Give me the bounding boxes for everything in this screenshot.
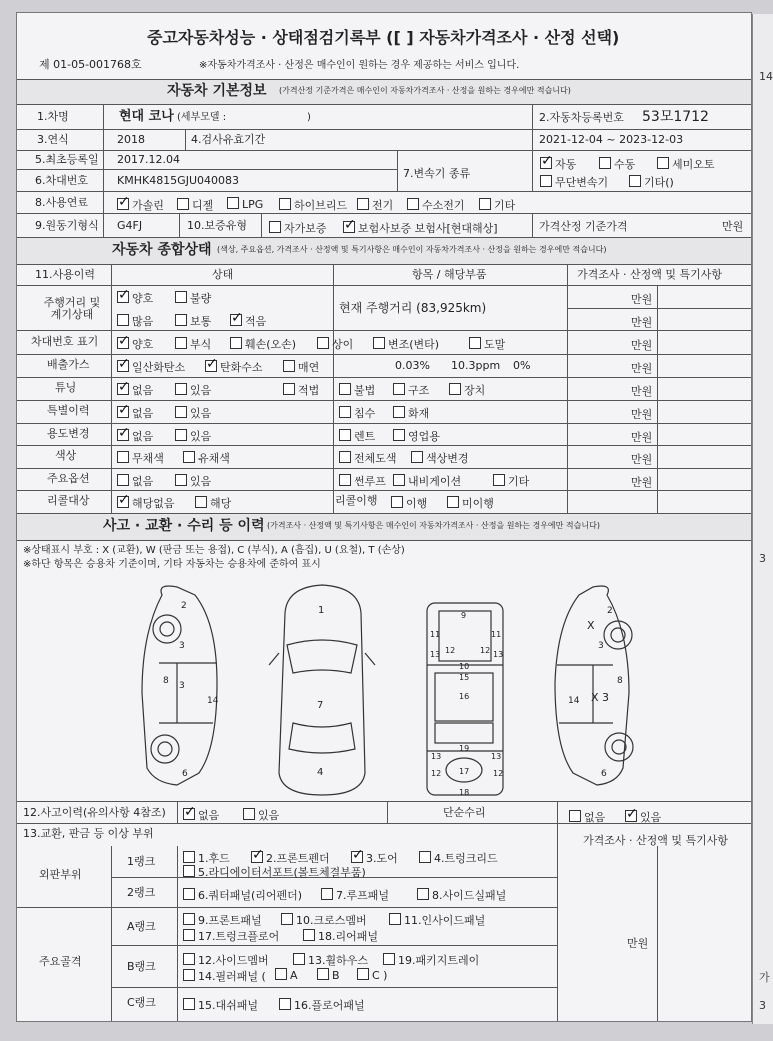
svg-text:11: 11 xyxy=(430,630,441,639)
checkbox[interactable] xyxy=(175,406,187,418)
mileage-normal-option[interactable]: 보통 xyxy=(175,313,211,329)
accident-none-option[interactable]: ✓ 없음 xyxy=(183,807,219,823)
checkbox[interactable] xyxy=(449,383,461,395)
checkbox[interactable] xyxy=(393,429,405,441)
mileage-low-option[interactable]: ✓ 적음 xyxy=(230,313,266,329)
price-unit: 만원 xyxy=(631,431,653,444)
price-unit: 만원 xyxy=(631,408,653,421)
checkbox[interactable] xyxy=(599,157,611,169)
special-yes-option[interactable]: 있음 xyxy=(175,405,211,421)
checkbox-checked[interactable] xyxy=(117,429,129,441)
checkbox[interactable] xyxy=(230,337,242,349)
checkbox-checked[interactable] xyxy=(183,808,195,820)
price-col-header: 가격조사 · 산정액 및 특기사항 xyxy=(577,268,722,281)
usage-change-rent-option[interactable]: 렌트 xyxy=(339,428,375,444)
svg-text:7: 7 xyxy=(317,700,324,711)
checkbox[interactable] xyxy=(183,888,195,900)
checkbox-checked[interactable] xyxy=(117,291,129,303)
trans-cvt-option[interactable]: 무단변속기 xyxy=(540,174,608,190)
tuning-none-option[interactable]: ✓ 없음 xyxy=(117,382,153,398)
price-unit: 만원 xyxy=(631,385,653,398)
svg-text:12: 12 xyxy=(431,769,442,778)
svg-text:11: 11 xyxy=(491,630,502,639)
checkbox[interactable] xyxy=(227,197,239,209)
options-navigation-option[interactable]: 내비게이션 xyxy=(393,473,461,489)
part-side-sill-option[interactable]: 8.사이드실패널 xyxy=(417,887,506,903)
vin-mark-altered-option[interactable]: 변조(변타) xyxy=(373,336,439,352)
price-base-unit: 만원 xyxy=(722,220,744,233)
color-full-paint-option[interactable]: 전체도색 xyxy=(339,450,397,466)
vin-mark-corrosion-option[interactable]: 부식 xyxy=(175,336,211,352)
overall-state-title: 자동차 종합상태 xyxy=(112,242,212,258)
checkbox[interactable] xyxy=(393,474,405,486)
trans-etc-option[interactable]: 기타() xyxy=(629,174,674,190)
part-radiator-support-option[interactable]: 5.라디에이터서포트(볼트체결부품) xyxy=(183,864,366,880)
car-right-view xyxy=(555,586,633,785)
fuel-electric-option[interactable]: 전기 xyxy=(357,197,393,213)
rankB-label: B랭크 xyxy=(127,960,156,973)
checkbox[interactable] xyxy=(175,314,187,326)
svg-text:6: 6 xyxy=(601,769,607,779)
color-change-option[interactable]: 색상변경 xyxy=(411,450,469,466)
accident-history-label: 12.사고이력(유의사항 4참조) xyxy=(23,806,166,819)
checkbox[interactable] xyxy=(183,913,195,925)
main-frame-label: 주요골격 xyxy=(39,955,82,968)
side-number: 3 xyxy=(759,999,766,1012)
recall-done-option[interactable]: 이행 xyxy=(391,495,427,511)
reg-no-label: 2.자동차등록번호 xyxy=(539,111,624,124)
mileage-bad-option[interactable]: 불량 xyxy=(175,290,211,306)
checkbox[interactable] xyxy=(177,198,189,210)
service-note: ※자동차가격조사 · 산정은 매수인이 원하는 경우 제공하는 서비스 입니다. xyxy=(199,60,520,71)
checkbox[interactable] xyxy=(117,474,129,486)
recall-not-done-option[interactable]: 미이행 xyxy=(447,495,494,511)
checkbox[interactable] xyxy=(373,337,385,349)
checkbox[interactable] xyxy=(117,314,129,326)
checkbox-checked[interactable] xyxy=(540,157,552,169)
vin-mark-mismatch-option[interactable]: 상이 xyxy=(317,336,353,352)
checkbox[interactable] xyxy=(569,810,581,822)
mileage-good-option[interactable]: ✓양호 xyxy=(117,290,153,306)
emission-smoke-value: 0% xyxy=(513,359,531,372)
svg-text:3: 3 xyxy=(179,641,185,651)
checkbox[interactable] xyxy=(279,998,291,1010)
checkbox[interactable] xyxy=(447,496,459,508)
part-pillar-a-option[interactable]: A xyxy=(275,968,298,982)
svg-text:2: 2 xyxy=(607,606,613,616)
price-unit: 만원 xyxy=(631,293,653,306)
fuel-hydrogen-option[interactable]: 수소전기 xyxy=(407,197,465,213)
vin-mark-smeared-option[interactable]: 도말 xyxy=(469,336,505,352)
part-door-option[interactable]: ✓ 3.도어 xyxy=(351,850,398,866)
checkbox[interactable] xyxy=(175,383,187,395)
chart-basis-note: ※하단 항목은 승용차 기준이며, 기타 자동차는 승용차에 준하여 표시 xyxy=(23,559,321,570)
checkbox-checked[interactable] xyxy=(117,496,129,508)
checkbox[interactable] xyxy=(389,913,401,925)
checkbox[interactable] xyxy=(183,998,195,1010)
vin-label: 6.차대번호 xyxy=(35,174,88,187)
checkbox[interactable] xyxy=(540,175,552,187)
checkbox[interactable] xyxy=(117,451,129,463)
trans-semi-option[interactable]: 세미오토 xyxy=(657,156,715,172)
checkbox[interactable] xyxy=(339,406,351,418)
inspect-label: 4.검사유효기간 xyxy=(191,133,266,146)
parts-price-col-header: 가격조사 · 산정액 및 특기사항 xyxy=(583,834,728,847)
checkbox[interactable] xyxy=(411,451,423,463)
special-none-option[interactable]: ✓ 없음 xyxy=(117,405,153,421)
inspection-record-sheet xyxy=(16,12,752,1022)
checkbox[interactable] xyxy=(339,383,351,395)
checkbox[interactable] xyxy=(303,929,315,941)
color-chromatic-option[interactable]: 유채색 xyxy=(183,450,230,466)
checkbox[interactable] xyxy=(183,865,195,877)
checkbox[interactable] xyxy=(493,474,505,486)
mileage-high-option[interactable]: 많음 xyxy=(117,313,153,329)
checkbox[interactable] xyxy=(629,175,641,187)
checkbox[interactable] xyxy=(183,451,195,463)
simple-repair-label: 단순수리 xyxy=(443,806,486,819)
checkbox[interactable] xyxy=(317,968,329,980)
first-reg-value: 2017.12.04 xyxy=(117,153,180,166)
svg-text:13: 13 xyxy=(493,650,504,659)
basic-info-header xyxy=(17,79,751,105)
part-trunk-floor-option[interactable]: 17.트렁크플로어 xyxy=(183,928,279,944)
svg-text:18: 18 xyxy=(459,788,470,797)
part-trunk-lid-option[interactable]: 4.트렁크리드 xyxy=(419,850,498,866)
options-none-option[interactable]: 없음 xyxy=(117,473,153,489)
part-cross-member-option[interactable]: 10.크로스멤버 xyxy=(281,912,367,928)
usage-change-label: 용도변경 xyxy=(47,427,90,440)
exchange-mark: X 3 xyxy=(591,691,610,704)
part-floor-panel-option[interactable]: 16.플로어패널 xyxy=(279,997,365,1013)
color-label: 색상 xyxy=(55,449,77,462)
engine-label: 9.원동기형식 xyxy=(35,219,99,232)
emission-hc-value: 10.3ppm xyxy=(451,359,501,372)
checkbox[interactable] xyxy=(243,808,255,820)
special-fire-option[interactable]: 화재 xyxy=(393,405,429,421)
emission-label: 배출가스 xyxy=(47,358,90,371)
checkbox[interactable] xyxy=(469,337,481,349)
checkbox[interactable] xyxy=(275,968,287,980)
accident-yes-option[interactable]: 있음 xyxy=(243,807,279,823)
svg-text:8: 8 xyxy=(163,676,169,686)
fuel-hybrid-option[interactable]: 하이브리드 xyxy=(279,197,347,213)
fuel-lpg-option[interactable]: LPG xyxy=(227,197,263,211)
checkbox[interactable] xyxy=(339,451,351,463)
recall-item-label: 리콜이행 xyxy=(335,494,378,507)
checkbox[interactable] xyxy=(339,474,351,486)
adjacent-page-strip xyxy=(752,14,773,1024)
vin-mark-label: 차대번호 표기 xyxy=(31,335,99,348)
warranty-label: 10.보증유형 xyxy=(187,219,247,232)
engine-value: G4FJ xyxy=(117,219,143,232)
rankA-label: A랭크 xyxy=(127,920,156,933)
checkbox[interactable] xyxy=(339,429,351,441)
part-dash-panel-option[interactable]: 15.대쉬패널 xyxy=(183,997,258,1013)
part-pillar-panel-option[interactable]: 14.필러패널 ( xyxy=(183,968,266,984)
svg-text:8: 8 xyxy=(617,676,623,686)
warranty-insurer-option[interactable]: ✓ 보험사보증 보험사[현대해상] xyxy=(343,220,498,236)
tuning-device-option[interactable]: 장치 xyxy=(449,382,485,398)
trans-auto-option[interactable]: ✓자동 xyxy=(540,156,576,172)
checkbox-checked[interactable] xyxy=(230,314,242,326)
checkbox-checked[interactable] xyxy=(251,851,263,863)
emission-hc-option[interactable]: ✓ 탄화수소 xyxy=(205,359,263,375)
svg-text:6: 6 xyxy=(182,769,188,779)
checkbox[interactable] xyxy=(393,406,405,418)
checkbox[interactable] xyxy=(293,953,305,965)
price-unit: 만원 xyxy=(631,453,653,466)
exchange-mark: X xyxy=(587,619,595,632)
car-diagram xyxy=(17,573,751,805)
usage-change-yes-option[interactable]: 있음 xyxy=(175,428,211,444)
checkbox[interactable] xyxy=(175,337,187,349)
svg-text:17: 17 xyxy=(459,767,470,776)
svg-text:13: 13 xyxy=(431,752,442,761)
options-etc-option[interactable]: 기타 xyxy=(493,473,529,489)
basic-info-note: (가격산정 기준가격은 매수인이 자동차가격조사 · 산정을 원하는 경우에만 적습니다) xyxy=(279,86,571,95)
vin-value: KMHK4815GJU040083 xyxy=(117,174,239,187)
price-unit: 만원 xyxy=(631,476,653,489)
rank2-label: 2랭크 xyxy=(127,886,156,899)
part-rear-panel-option[interactable]: 18.리어패널 xyxy=(303,928,378,944)
accident-note: (가격조사 · 산정액 및 특기사항은 매수인이 자동차가격조사 · 산정을 원하는 경우에만 적습니다) xyxy=(267,521,600,530)
parts-label: 13.교환, 판금 등 이상 부위 xyxy=(23,827,154,840)
checkbox[interactable] xyxy=(269,221,281,233)
tuning-structure-option[interactable]: 구조 xyxy=(393,382,429,398)
checkbox-checked[interactable] xyxy=(117,198,129,210)
usage-col-header: 11.사용이력 xyxy=(35,268,95,281)
car-name-detail: (세부모델 : xyxy=(177,112,227,123)
checkbox-checked[interactable] xyxy=(205,360,217,372)
checkbox-checked[interactable] xyxy=(343,221,355,233)
part-side-member-option[interactable]: 12.사이드멤버 xyxy=(183,952,269,968)
checkbox[interactable] xyxy=(183,953,195,965)
color-achromatic-option[interactable]: 무채색 xyxy=(117,450,164,466)
checkbox-checked[interactable] xyxy=(117,360,129,372)
parts-price-unit: 만원 xyxy=(627,937,649,950)
rank1-label: 1랭크 xyxy=(127,855,156,868)
usage-change-none-option[interactable]: ✓ 없음 xyxy=(117,428,153,444)
checkbox[interactable] xyxy=(417,888,429,900)
options-label: 주요옵션 xyxy=(47,472,90,485)
checkbox[interactable] xyxy=(183,969,195,981)
overall-state-header xyxy=(17,237,751,265)
part-pillar-c-option[interactable]: C ) xyxy=(357,968,387,982)
options-yes-option[interactable]: 있음 xyxy=(175,473,211,489)
part-hood-option[interactable]: 1.후드 xyxy=(183,850,230,866)
svg-text:12: 12 xyxy=(445,646,456,655)
year-label: 3.연식 xyxy=(37,133,69,146)
checkbox[interactable] xyxy=(479,198,491,210)
fuel-gasoline-option[interactable]: ✓ 가솔린 xyxy=(117,197,164,213)
checkbox[interactable] xyxy=(383,953,395,965)
checkbox[interactable] xyxy=(407,198,419,210)
trans-label: 7.변속기 종류 xyxy=(403,167,471,180)
svg-text:12: 12 xyxy=(480,646,491,655)
checkbox[interactable] xyxy=(183,851,195,863)
reg-no-value: 53모1712 xyxy=(642,109,709,125)
svg-text:14: 14 xyxy=(207,696,219,706)
rankC-label: C랭크 xyxy=(127,996,156,1009)
side-number: 가 xyxy=(759,971,770,984)
svg-text:4: 4 xyxy=(317,767,324,778)
checkbox[interactable] xyxy=(283,360,295,372)
svg-text:10: 10 xyxy=(459,662,470,671)
fuel-etc-option[interactable]: 기타 xyxy=(479,197,515,213)
part-pillar-b-option[interactable]: B xyxy=(317,968,340,982)
tuning-illegal-option[interactable]: 불법 xyxy=(339,382,375,398)
svg-text:19: 19 xyxy=(459,744,470,753)
checkbox[interactable] xyxy=(279,198,291,210)
checkbox[interactable] xyxy=(195,496,207,508)
checkbox[interactable] xyxy=(419,851,431,863)
checkbox[interactable] xyxy=(393,383,405,395)
svg-text:3: 3 xyxy=(179,681,185,691)
part-front-fender-option[interactable]: ✓ 2.프론트펜더 xyxy=(251,850,330,866)
checkbox-checked[interactable] xyxy=(117,383,129,395)
price-unit: 만원 xyxy=(631,339,653,352)
mileage-label: 주행거리 및 계기상태 xyxy=(43,296,101,322)
checkbox[interactable] xyxy=(175,474,187,486)
basic-info-title: 자동차 기본정보 xyxy=(167,83,267,99)
part-package-tray-option[interactable]: 19.패키지트레이 xyxy=(383,952,479,968)
emission-co-option[interactable]: ✓ 일산화탄소 xyxy=(117,359,185,375)
tuning-label: 튜닝 xyxy=(55,381,77,394)
options-sunroof-option[interactable]: 썬루프 xyxy=(339,473,386,489)
svg-text:13: 13 xyxy=(430,650,441,659)
vin-mark-good-option[interactable]: ✓ 양호 xyxy=(117,336,153,352)
side-number: 14 xyxy=(759,70,773,83)
recall-applicable-option[interactable]: 해당 xyxy=(195,495,231,511)
vin-mark-damage-option[interactable]: 훼손(오손) xyxy=(230,336,296,352)
checkbox-checked[interactable] xyxy=(117,337,129,349)
part-front-panel-option[interactable]: 9.프론트패널 xyxy=(183,912,262,928)
svg-text:9: 9 xyxy=(461,611,467,620)
inspect-value: 2021-12-04 ~ 2023-12-03 xyxy=(539,133,684,146)
part-wheel-house-option[interactable]: 13.휠하우스 xyxy=(293,952,368,968)
svg-text:16: 16 xyxy=(459,692,470,701)
price-base-label: 가격산정 기준가격 xyxy=(539,220,628,233)
checkbox[interactable] xyxy=(175,291,187,303)
checkbox[interactable] xyxy=(317,337,329,349)
checkbox-checked[interactable] xyxy=(117,406,129,418)
outer-panel-label: 외판부위 xyxy=(39,868,82,881)
doc-number: 제 01-05-001768호 xyxy=(39,58,142,71)
accident-header xyxy=(17,513,751,541)
checkbox[interactable] xyxy=(357,968,369,980)
item-col-header: 항목 / 해당부품 xyxy=(412,268,487,281)
part-quarter-panel-option[interactable]: 6.쿼터패널(리어펜더) xyxy=(183,887,302,903)
car-top-view xyxy=(269,585,375,795)
svg-text:13: 13 xyxy=(491,752,502,761)
car-name-label: 1.차명 xyxy=(37,110,69,123)
price-unit: 만원 xyxy=(631,362,653,375)
simple-repair-none-option[interactable]: 없음 xyxy=(569,809,605,825)
checkbox[interactable] xyxy=(391,496,403,508)
fuel-diesel-option[interactable]: 디젤 xyxy=(177,197,213,213)
checkbox[interactable] xyxy=(357,198,369,210)
svg-text:1: 1 xyxy=(318,605,325,616)
checkbox[interactable] xyxy=(281,913,293,925)
svg-text:14: 14 xyxy=(568,696,580,706)
svg-text:15: 15 xyxy=(459,673,470,682)
car-frame-view xyxy=(427,603,503,797)
accident-title: 사고 · 교환 · 수리 등 이력 xyxy=(103,518,265,534)
car-name-detail-close: ) xyxy=(307,112,311,123)
recall-na-option[interactable]: ✓ 해당없음 xyxy=(117,495,175,511)
car-left-view xyxy=(142,586,219,785)
status-legend: ※상태표시 부호 : X (교환), W (판금 또는 용접), C (부식), A (흠집), U (요철), T (손상) xyxy=(23,545,405,556)
tuning-legal-option[interactable]: 적법 xyxy=(283,382,319,398)
checkbox-checked[interactable] xyxy=(351,851,363,863)
special-label: 특별이력 xyxy=(47,404,90,417)
first-reg-label: 5.최초등록일 xyxy=(35,153,99,166)
simple-repair-yes-option[interactable]: ✓ 있음 xyxy=(625,809,661,825)
overall-state-note: (색상, 주요옵션, 가격조사 · 산정액 및 특기사항은 매수인이 자동차가격조사 · 산정을 원하는 경우에만 적습니다) xyxy=(217,245,607,254)
checkbox[interactable] xyxy=(657,157,669,169)
recall-label: 리콜대상 xyxy=(47,494,90,507)
car-name-value: 현대 코나 xyxy=(119,109,174,124)
tuning-yes-option[interactable]: 있음 xyxy=(175,382,211,398)
checkbox[interactable] xyxy=(183,929,195,941)
svg-text:2: 2 xyxy=(181,601,187,611)
emission-smoke-option[interactable]: 매연 xyxy=(283,359,319,375)
warranty-self-option[interactable]: 자가보증 xyxy=(269,220,327,236)
page-title: 중고자동차성능 · 상태점검기록부 ([ ] 자동차가격조사 · 산정 선택) xyxy=(147,28,620,47)
checkbox[interactable] xyxy=(321,888,333,900)
svg-text:3: 3 xyxy=(598,641,604,651)
price-unit: 만원 xyxy=(631,316,653,329)
part-roof-panel-option[interactable]: 7.루프패널 xyxy=(321,887,389,903)
fuel-label: 8.사용연료 xyxy=(35,196,88,209)
checkbox-checked[interactable] xyxy=(625,810,637,822)
svg-text:12: 12 xyxy=(493,769,504,778)
checkbox[interactable] xyxy=(283,383,295,395)
trans-manual-option[interactable]: 수동 xyxy=(599,156,635,172)
state-col-header: 상태 xyxy=(212,268,234,281)
emission-co-value: 0.03% xyxy=(395,359,430,372)
mileage-text: 현재 주행거리 (83,925km) xyxy=(339,301,487,315)
side-number: 3 xyxy=(759,552,766,565)
checkbox[interactable] xyxy=(175,429,187,441)
year-value: 2018 xyxy=(117,133,145,146)
part-inside-panel-option[interactable]: 11.인사이드패널 xyxy=(389,912,485,928)
special-flood-option[interactable]: 침수 xyxy=(339,405,375,421)
usage-change-business-option[interactable]: 영업용 xyxy=(393,428,440,444)
